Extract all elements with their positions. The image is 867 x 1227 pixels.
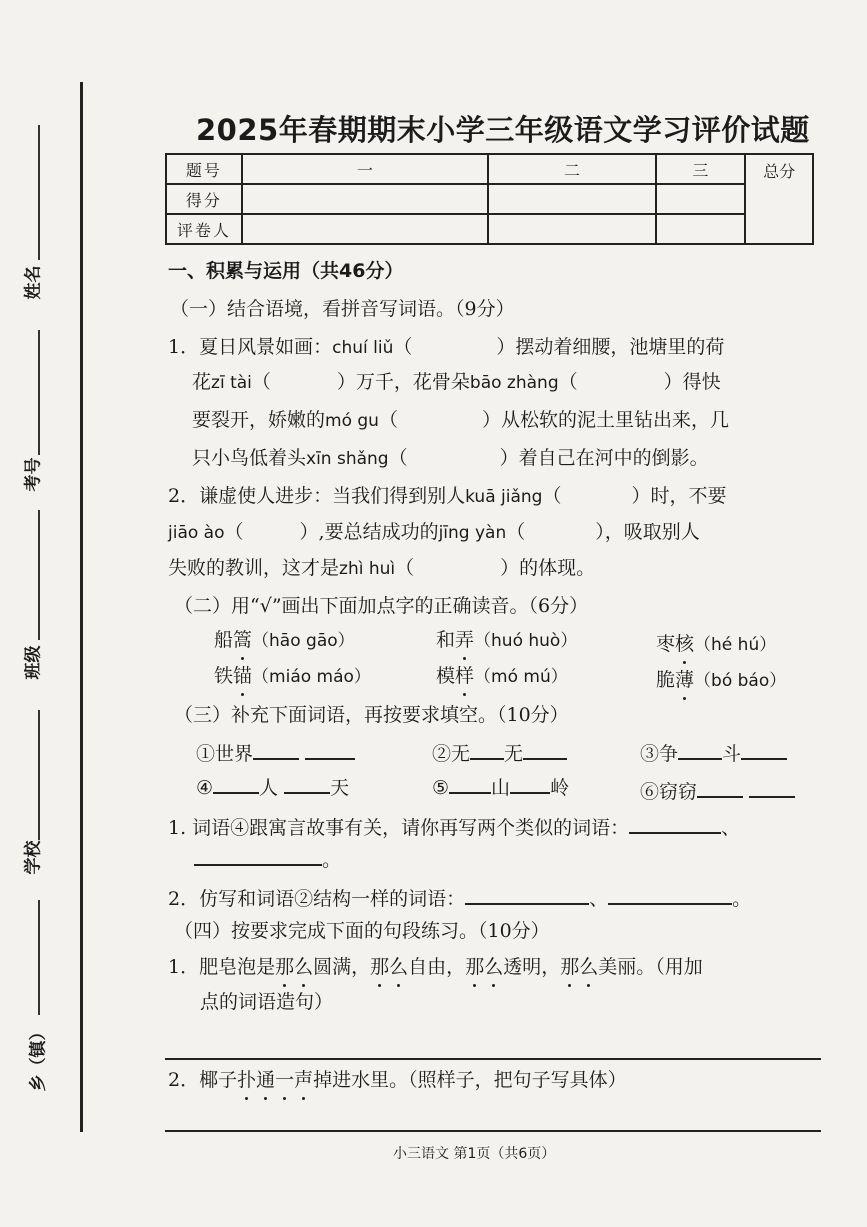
table-header-cell: 一 (242, 154, 489, 184)
reading-item: 铁锚（miáo máo） (214, 662, 371, 691)
dotted-char: 薄 (675, 666, 694, 694)
s3-question-1-cont: 。 (194, 844, 341, 874)
class-label: 班级 (23, 645, 44, 680)
section4-heading: （四）按要求完成下面的句段练习。（10分） (174, 920, 550, 942)
fill-blank[interactable] (305, 738, 355, 760)
pinyin: jiāo ào (168, 523, 225, 543)
dotted-char: 锚 (233, 662, 252, 690)
fill-blank[interactable] (470, 738, 504, 760)
answer-line[interactable] (165, 1058, 821, 1060)
fill-blank[interactable] (678, 738, 722, 760)
q1-line3: 要裂开，娇嫩的mó gu（ ）从松软的泥土里钻出来，几 (192, 409, 729, 431)
table-header-cell: 题号 (166, 154, 242, 184)
s3-question-2: 2．仿写和词语②结构一样的词语： 、 。 (168, 883, 751, 913)
name-field-line (38, 125, 40, 260)
exam-no-label: 考号 (23, 457, 44, 492)
class-field-line (38, 510, 40, 640)
word-fill-4: ④ 人 天 (196, 772, 349, 802)
grader-cell[interactable] (488, 214, 655, 244)
dotted-char: 弄 (455, 626, 474, 654)
reading-item: 和弄（huó huò） (436, 626, 577, 655)
s4-question-2: 2．椰子扑通一声掉进水里。（照样子，把句子写具体） (168, 1066, 627, 1094)
score-cell[interactable] (488, 184, 655, 214)
dotted-word: 那么 (560, 956, 598, 978)
pinyin: bāo zhàng (469, 373, 559, 393)
table-header-cell: 二 (488, 154, 655, 184)
fill-blank[interactable] (465, 883, 589, 905)
town-field-line (38, 900, 40, 1015)
pinyin: mó gu (325, 411, 379, 431)
dotted-word: 扑通一声 (237, 1069, 313, 1091)
q2-line2: jiāo ào（ ）,要总结成功的jīng yàn（ ），吸取别人 (168, 521, 700, 543)
fill-blank[interactable] (213, 772, 259, 794)
part1-heading: 一、积累与运用（共46分） (168, 260, 404, 282)
word-fill-2: ②无 无 (432, 738, 567, 768)
score-cell[interactable] (656, 184, 746, 214)
section2-heading: （二）用“√”画出下面加点字的正确读音。（6分） (174, 595, 589, 617)
page-title: 2025年春期期末小学三年级语文学习评价试题 (196, 113, 810, 147)
word-fill-3: ③争 斗 (640, 738, 787, 768)
q2-line3: 失败的教训，这才是zhì huì（ ）的体现。 (168, 557, 596, 579)
pinyin: jīng yàn (438, 523, 507, 543)
pinyin: kuā jiǎng (465, 487, 543, 507)
fill-blank[interactable] (510, 772, 550, 794)
fill-blank[interactable] (523, 738, 567, 760)
score-cell[interactable] (242, 184, 489, 214)
section3-heading: （三）补充下面词语，再按要求填空。（10分） (174, 704, 569, 726)
fill-blank[interactable] (449, 772, 491, 794)
dotted-word: 那么 (275, 956, 313, 978)
total-score-cell: 总分 (745, 154, 813, 244)
word-fill-1: ①世界 (196, 738, 355, 768)
dotted-char: 核 (675, 630, 694, 658)
table-row-label: 评卷人 (166, 214, 242, 244)
town-label: 乡（镇） (28, 1023, 49, 1092)
s4-question-1-cont: 点的词语造句） (200, 991, 334, 1013)
reading-item: 模样（mó mú） (436, 662, 568, 691)
page-footer: 小三语文 第1页（共6页） (393, 1146, 556, 1162)
q1-line1: 1．夏日风景如画：chuí liǔ（ ）摆动着细腰，池塘里的荷 (168, 336, 725, 358)
reading-item: 船篙（hāo gāo） (214, 626, 355, 655)
dotted-char: 样 (455, 662, 474, 690)
q2-line1: 2．谦虚使人进步：当我们得到别人kuā jiǎng（ ）时，不要 (168, 485, 727, 507)
binding-line (80, 82, 83, 1132)
dotted-word: 那么 (370, 956, 408, 978)
fill-blank[interactable] (253, 738, 299, 760)
table-row-label: 得分 (166, 184, 242, 214)
dotted-word: 那么 (465, 956, 503, 978)
exam-no-field-line (38, 330, 40, 455)
reading-item: 脆薄（bó báo） (656, 666, 786, 695)
word-fill-6: ⑥窃窃 (640, 776, 795, 806)
fill-blank[interactable] (284, 772, 330, 794)
q1-line2: 花zī tài（ ）万千，花骨朵bāo zhàng（ ）得快 (192, 371, 721, 393)
pinyin: zhì huì (339, 559, 396, 579)
fill-blank[interactable] (608, 883, 732, 905)
section1-heading: （一）结合语境，看拼音写词语。（9分） (170, 298, 515, 320)
s4-question-1: 1．肥皂泡是那么圆满，那么自由，那么透明，那么美丽。（用加 (168, 953, 703, 981)
table-header-cell: 三 (656, 154, 746, 184)
score-table (165, 153, 814, 245)
s3-question-1: 1. 词语④跟寓言故事有关，请你再写两个类似的词语： 、 (168, 812, 740, 842)
fill-blank[interactable] (629, 812, 721, 834)
fill-blank[interactable] (194, 844, 322, 866)
school-label: 学校 (23, 840, 44, 875)
fill-blank[interactable] (749, 776, 795, 798)
name-label: 姓名 (23, 265, 44, 300)
grader-cell[interactable] (242, 214, 489, 244)
word-fill-5: ⑤ 山 岭 (432, 772, 569, 802)
fill-blank[interactable] (741, 738, 787, 760)
reading-item: 枣核（hé hú） (656, 630, 776, 659)
dotted-char: 篙 (233, 626, 252, 654)
pinyin: chuí liǔ (332, 338, 394, 358)
school-field-line (38, 710, 40, 840)
pinyin: zī tài (211, 373, 252, 393)
q1-line4: 只小鸟低着头xīn shǎng（ ）着自己在河中的倒影。 (192, 447, 709, 469)
fill-blank[interactable] (697, 776, 743, 798)
grader-cell[interactable] (656, 214, 746, 244)
pinyin: xīn shǎng (306, 449, 389, 469)
answer-line[interactable] (165, 1130, 821, 1132)
